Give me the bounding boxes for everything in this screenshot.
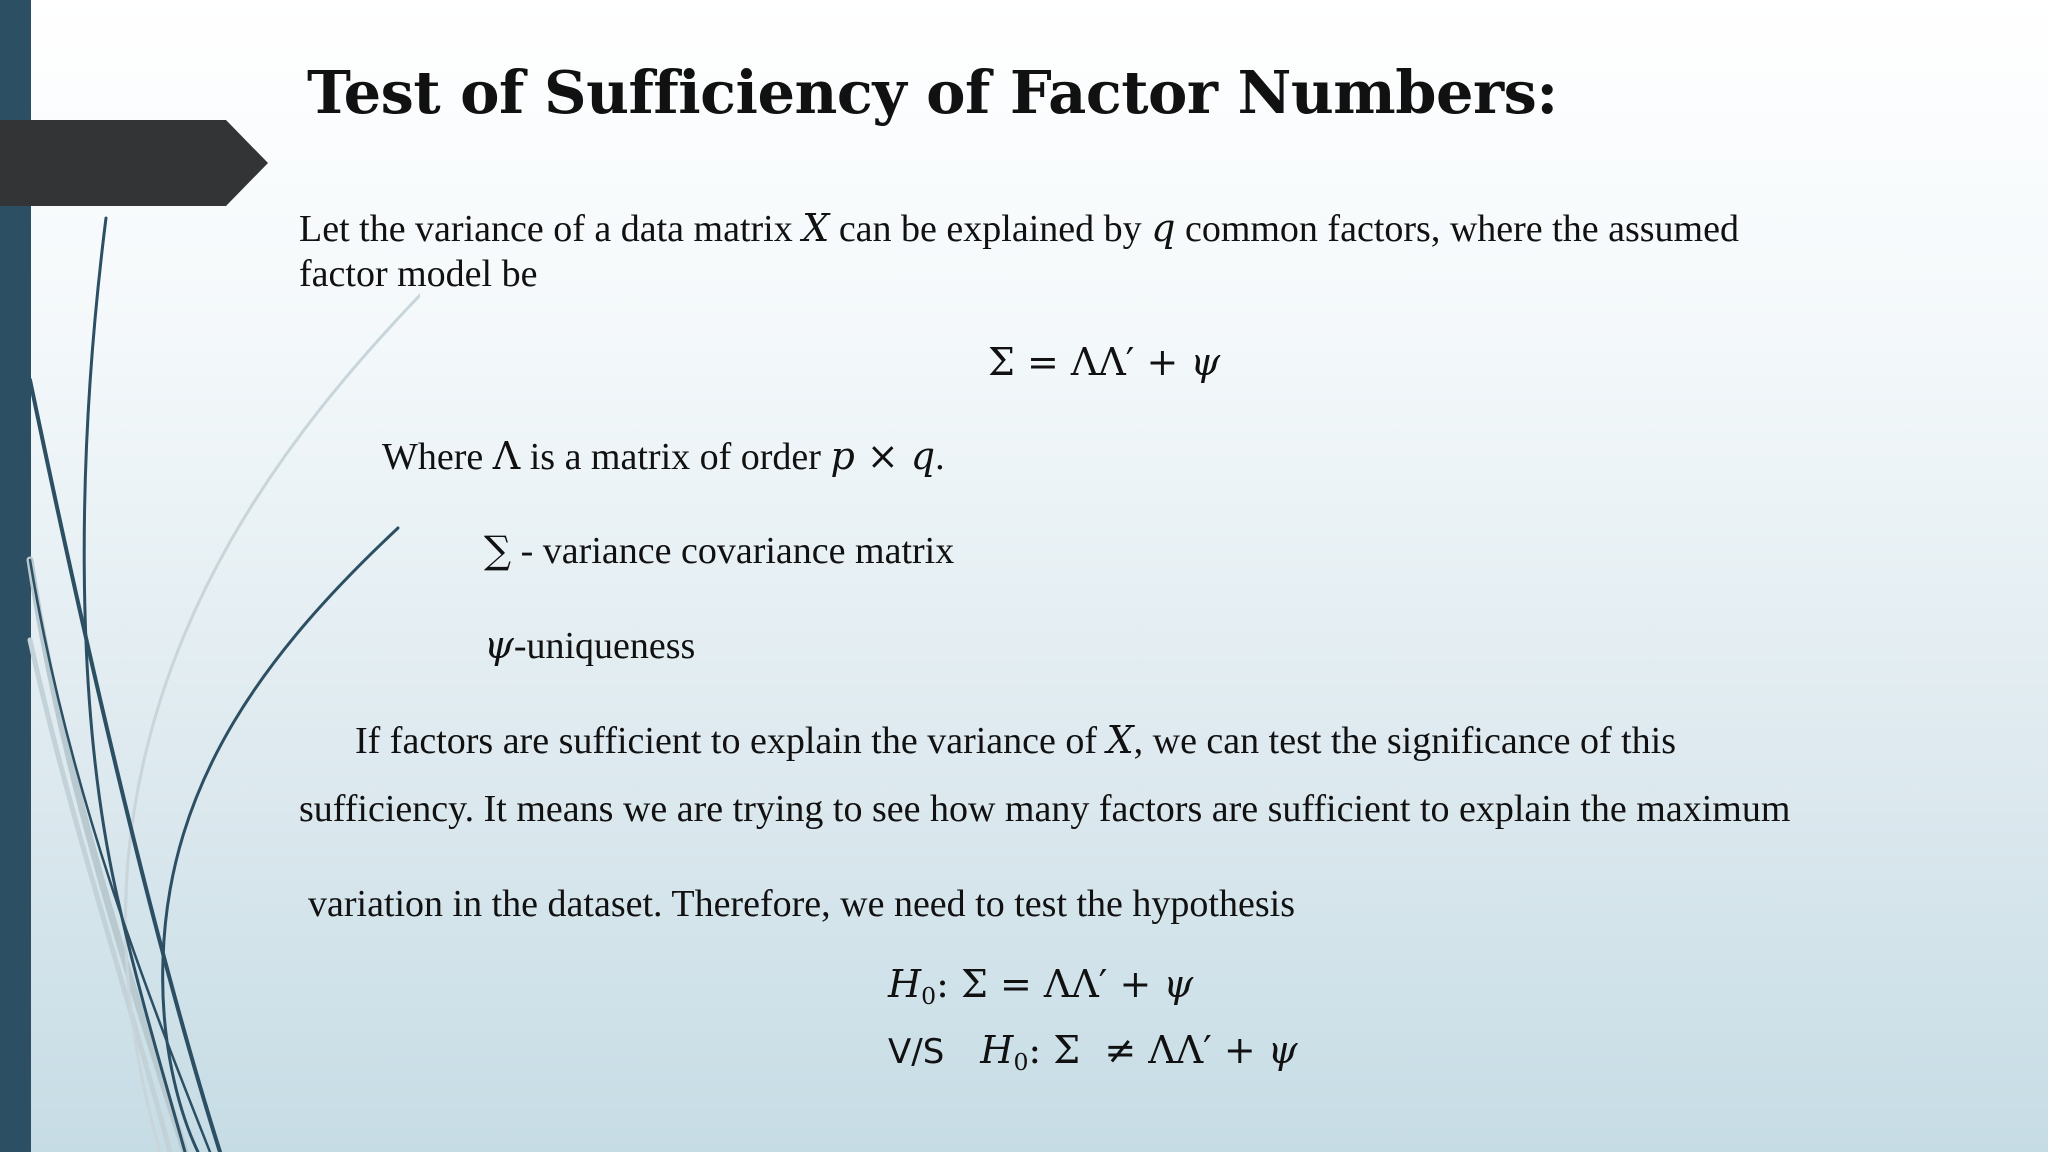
var-x: X xyxy=(1106,718,1134,762)
alternative-hypothesis xyxy=(888,1027,1298,1085)
slide-title: Test of Sufficiency of Factor Numbers: xyxy=(307,58,1558,127)
dark-curve xyxy=(84,218,185,1152)
vs-label: V/S xyxy=(888,1032,945,1072)
var-x: X xyxy=(802,206,830,250)
dark-curve xyxy=(30,560,210,1152)
times-symbol: × xyxy=(854,434,911,478)
null-hypothesis xyxy=(888,961,1193,1019)
where-line xyxy=(382,433,945,480)
intro-text-a: Let the variance of a data matrix xyxy=(299,208,803,250)
h-subscript: 0 xyxy=(1013,1048,1029,1077)
alternative-hypothesis-body: : Σ ≠ ΛΛ′ + xyxy=(1028,1028,1268,1072)
para-line-2: sufficiency. It means we are trying to see how many factors are sufficient to explain the maximum xyxy=(299,788,1791,830)
h-symbol: H xyxy=(980,1028,1014,1072)
h-subscript: 0 xyxy=(921,982,937,1011)
para-line-1 xyxy=(355,717,1676,764)
psi-symbol: ψ xyxy=(1163,962,1194,1006)
sigma-definition xyxy=(484,527,954,574)
null-hypothesis-body: : Σ = ΛΛ′ + xyxy=(936,962,1164,1006)
sigma-symbol: Σ xyxy=(988,340,1015,384)
where-text-a: Where xyxy=(382,436,493,478)
h-symbol: H xyxy=(888,962,922,1006)
period: . xyxy=(935,436,945,478)
para-line-3: variation in the dataset. Therefore, we need to test the hypothesis xyxy=(308,883,1295,925)
psi-definition xyxy=(484,622,695,669)
sum-symbol: ∑ xyxy=(484,528,512,572)
var-q: q xyxy=(910,434,936,478)
intro-line-1 xyxy=(299,205,1739,252)
para-text-b: , we can test the significance of this xyxy=(1133,720,1676,762)
dark-curve xyxy=(163,528,398,1152)
title-tab-arrow xyxy=(0,120,270,206)
intro-line-2: factor model be xyxy=(299,253,538,295)
equation-body: = ΛΛ′ + xyxy=(1014,340,1191,384)
sigma-definition-text: - variance covariance matrix xyxy=(511,530,955,572)
intro-text-c: common factors, where the assumed xyxy=(1175,208,1739,250)
lambda-symbol: Λ xyxy=(492,434,521,478)
para-text-a: If factors are sufficient to explain the variance of xyxy=(355,720,1107,762)
psi-symbol: ψ xyxy=(1190,340,1221,384)
where-text-b: is a matrix of order xyxy=(520,436,831,478)
psi-definition-text: -uniqueness xyxy=(513,625,696,667)
model-equation xyxy=(988,339,1220,385)
var-q: q xyxy=(1151,206,1176,250)
psi-symbol: ψ xyxy=(484,623,514,667)
psi-symbol: ψ xyxy=(1267,1028,1298,1072)
var-p: p xyxy=(830,434,855,478)
intro-text-b: can be explained by xyxy=(829,208,1152,250)
